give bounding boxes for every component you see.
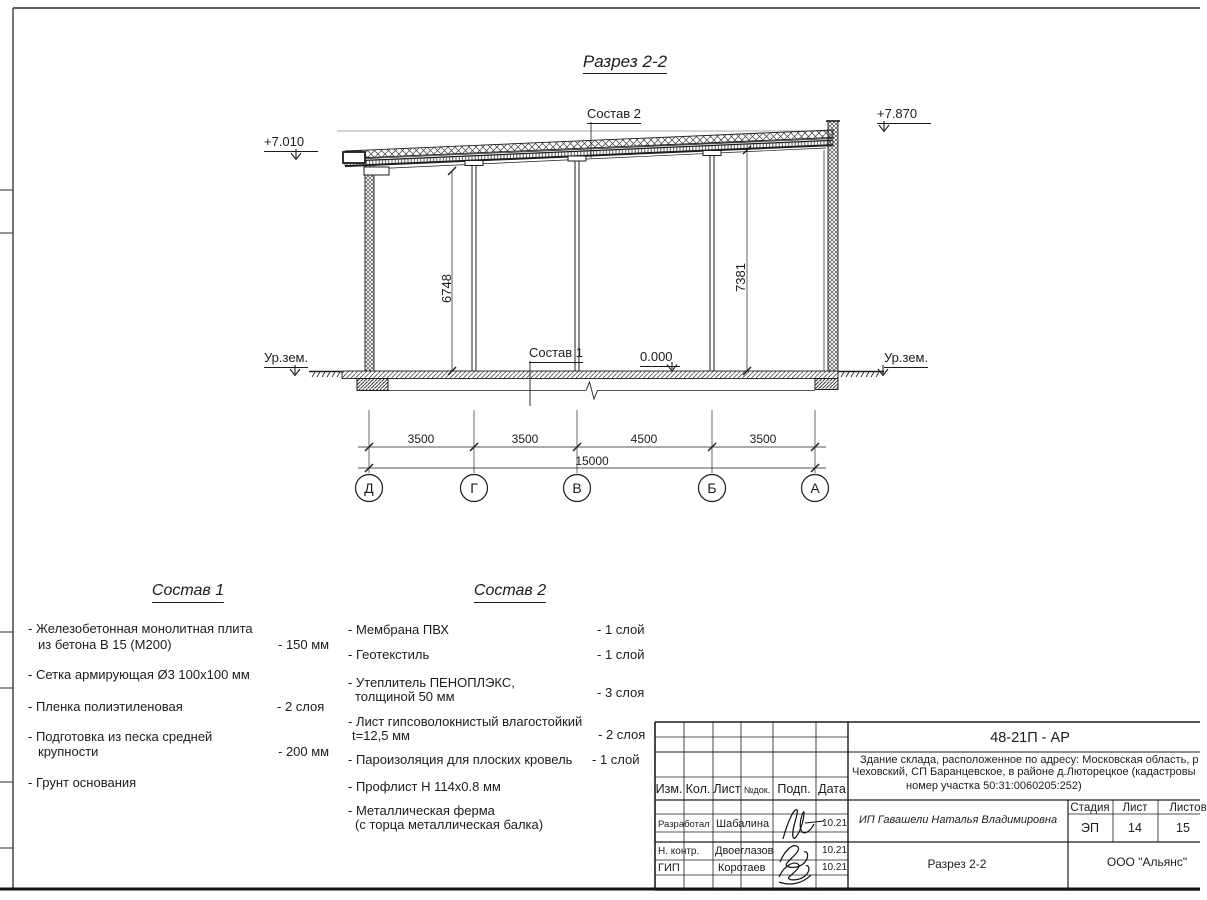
comp2-item-text: - Профлист Н 114х0.8 мм (348, 779, 501, 794)
comp2-item-value: - 1 слой (592, 752, 640, 767)
grid-axis-label: Д (364, 480, 374, 496)
columns (465, 151, 721, 372)
elevation-label-left: +7.010 (264, 135, 318, 152)
comp1-item-value: - 2 слоя (277, 699, 325, 714)
foundation-left (357, 379, 388, 391)
comp2-item-text: - Утеплитель ПЕНОПЛЭКС, (348, 675, 515, 690)
stamp-role-name: Коротаев (718, 862, 766, 874)
stamp-project-line: Чеховский, СП Баранцевское, в районе д.Люторецкое (кадастровы (852, 766, 1196, 778)
left-wall-bracket (364, 167, 389, 175)
stamp-col-ndok: №док. (743, 785, 771, 795)
dim-segment: 3500 (749, 432, 777, 446)
roof-composition-label: Состав 2 (587, 107, 641, 124)
height-dim-left: 6748 (439, 274, 454, 303)
ground-hatch-right (841, 372, 879, 377)
dim-segment: 3500 (407, 432, 435, 446)
comp2-item-text: - Мембрана ПВХ (348, 622, 449, 637)
dim-segment: 4500 (630, 432, 658, 446)
comp1-item-text: - Сетка армирующая Ø3 100х100 мм (28, 667, 250, 682)
stamp-role-date: 10.21 (822, 862, 848, 873)
stamp-sheet-label: Лист (1122, 802, 1148, 814)
comp1-item-text: - Железобетонная монолитная плита (28, 621, 253, 636)
comp1-item-text: - Грунт основания (28, 775, 137, 790)
ground-level-label-right: Ур.зем. (884, 351, 928, 368)
floor-composition-label: Состав 1 (529, 346, 583, 363)
composition2-title: Состав 2 (474, 583, 546, 603)
left-wall (365, 165, 374, 371)
stamp-sheets-label: Листов (1169, 802, 1207, 814)
grid-axis-label: В (572, 480, 582, 496)
comp1-item-value: - 150 мм (278, 637, 330, 652)
comp2-item-text: - Пароизоляция для плоских кровель (348, 752, 573, 767)
dimension-lines (358, 146, 826, 473)
break-symbol (586, 382, 598, 399)
grid-axis-label: А (810, 480, 820, 496)
roof-structure (337, 122, 833, 406)
height-dim-right: 7381 (733, 263, 748, 292)
comp1-item-text: - Подготовка из песка средней (28, 729, 213, 744)
stamp-col-data: Дата (818, 782, 846, 796)
stamp-role-date: 10.21 (822, 845, 848, 856)
grid-axis-circles (356, 475, 829, 502)
dim-segment: 3500 (511, 432, 539, 446)
ground-hatch-left (312, 372, 340, 377)
stamp-col-izm: Изм. (655, 782, 683, 796)
comp2-item-value: - 3 слоя (597, 685, 645, 700)
stamp-role-name: Двоеглазов (715, 845, 774, 857)
right-wall (828, 121, 838, 371)
stamp-col-kol: Кол. (685, 782, 711, 796)
floor-and-foundation (309, 371, 884, 399)
grid-axis-label: Б (707, 480, 717, 496)
stamp-col-list: Лист (713, 782, 741, 796)
comp2-item-value: - 1 слой (597, 622, 645, 637)
dim-total: 15000 (575, 454, 609, 468)
stamp-stage-label: Стадия (1070, 802, 1110, 814)
comp2-item-text: (с торца металлическая балка) (355, 817, 544, 832)
floor-slab (342, 371, 838, 379)
comp2-item-value: - 1 слой (597, 647, 645, 662)
comp1-item-text: - Пленка полиэтиленовая (28, 699, 183, 714)
stamp-doc-number: 48-21П - АР (990, 730, 1070, 746)
comp2-item-text: t=12,5 мм (352, 728, 410, 743)
foundation-right (815, 379, 838, 390)
composition1-title: Состав 1 (152, 583, 224, 603)
elevation-label-right: +7.870 (877, 107, 931, 124)
stamp-role-date: 10.21 (822, 818, 848, 829)
comp1-item-text: крупности (38, 744, 99, 759)
zero-level-label: 0.000 (640, 350, 680, 367)
comp2-item-text: толщиной 50 мм (355, 689, 455, 704)
comp1-item-value: - 200 мм (278, 744, 330, 759)
stamp-sheets-value: 15 (1176, 821, 1190, 835)
stamp-client: ИП Гавашели Наталья Владимировна (858, 814, 1058, 826)
stamp-col-podp: Подп. (777, 782, 811, 796)
comp2-item-text: - Металлическая ферма (348, 803, 495, 818)
grid-axis-label: Г (470, 480, 478, 496)
comp1-item-text: из бетона В 15 (М200) (38, 637, 172, 652)
comp2-item-value: - 2 слоя (598, 727, 646, 742)
stamp-sheet-value: 14 (1128, 821, 1142, 835)
stamp-project-line: Здание склада, расположенное по адресу: Московская область, р (860, 754, 1199, 766)
comp2-item-text: - Геотекстиль (348, 647, 430, 662)
stamp-role: Н. контр. (658, 846, 700, 857)
signature-gip (779, 863, 811, 884)
stamp-company: ООО "Альянс" (1106, 855, 1188, 869)
signatures (779, 810, 824, 884)
stamp-role-name: Шабалина (716, 818, 770, 830)
stamp-project-line: номер участка 50:31:0060205:252) (906, 780, 1082, 792)
ground-level-label-left: Ур.зем. (264, 351, 308, 368)
comp2-item-text: - Лист гипсоволокнистый влагостойкий (348, 714, 583, 729)
drawing-title: Разрез 2-2 (583, 53, 667, 74)
stamp-stage-value: ЭП (1081, 821, 1099, 835)
stamp-role: Разработал (658, 819, 710, 830)
stamp-role: ГИП (658, 862, 680, 874)
signature-control (780, 846, 808, 868)
stamp-sheet-title: Разрез 2-2 (927, 857, 987, 871)
